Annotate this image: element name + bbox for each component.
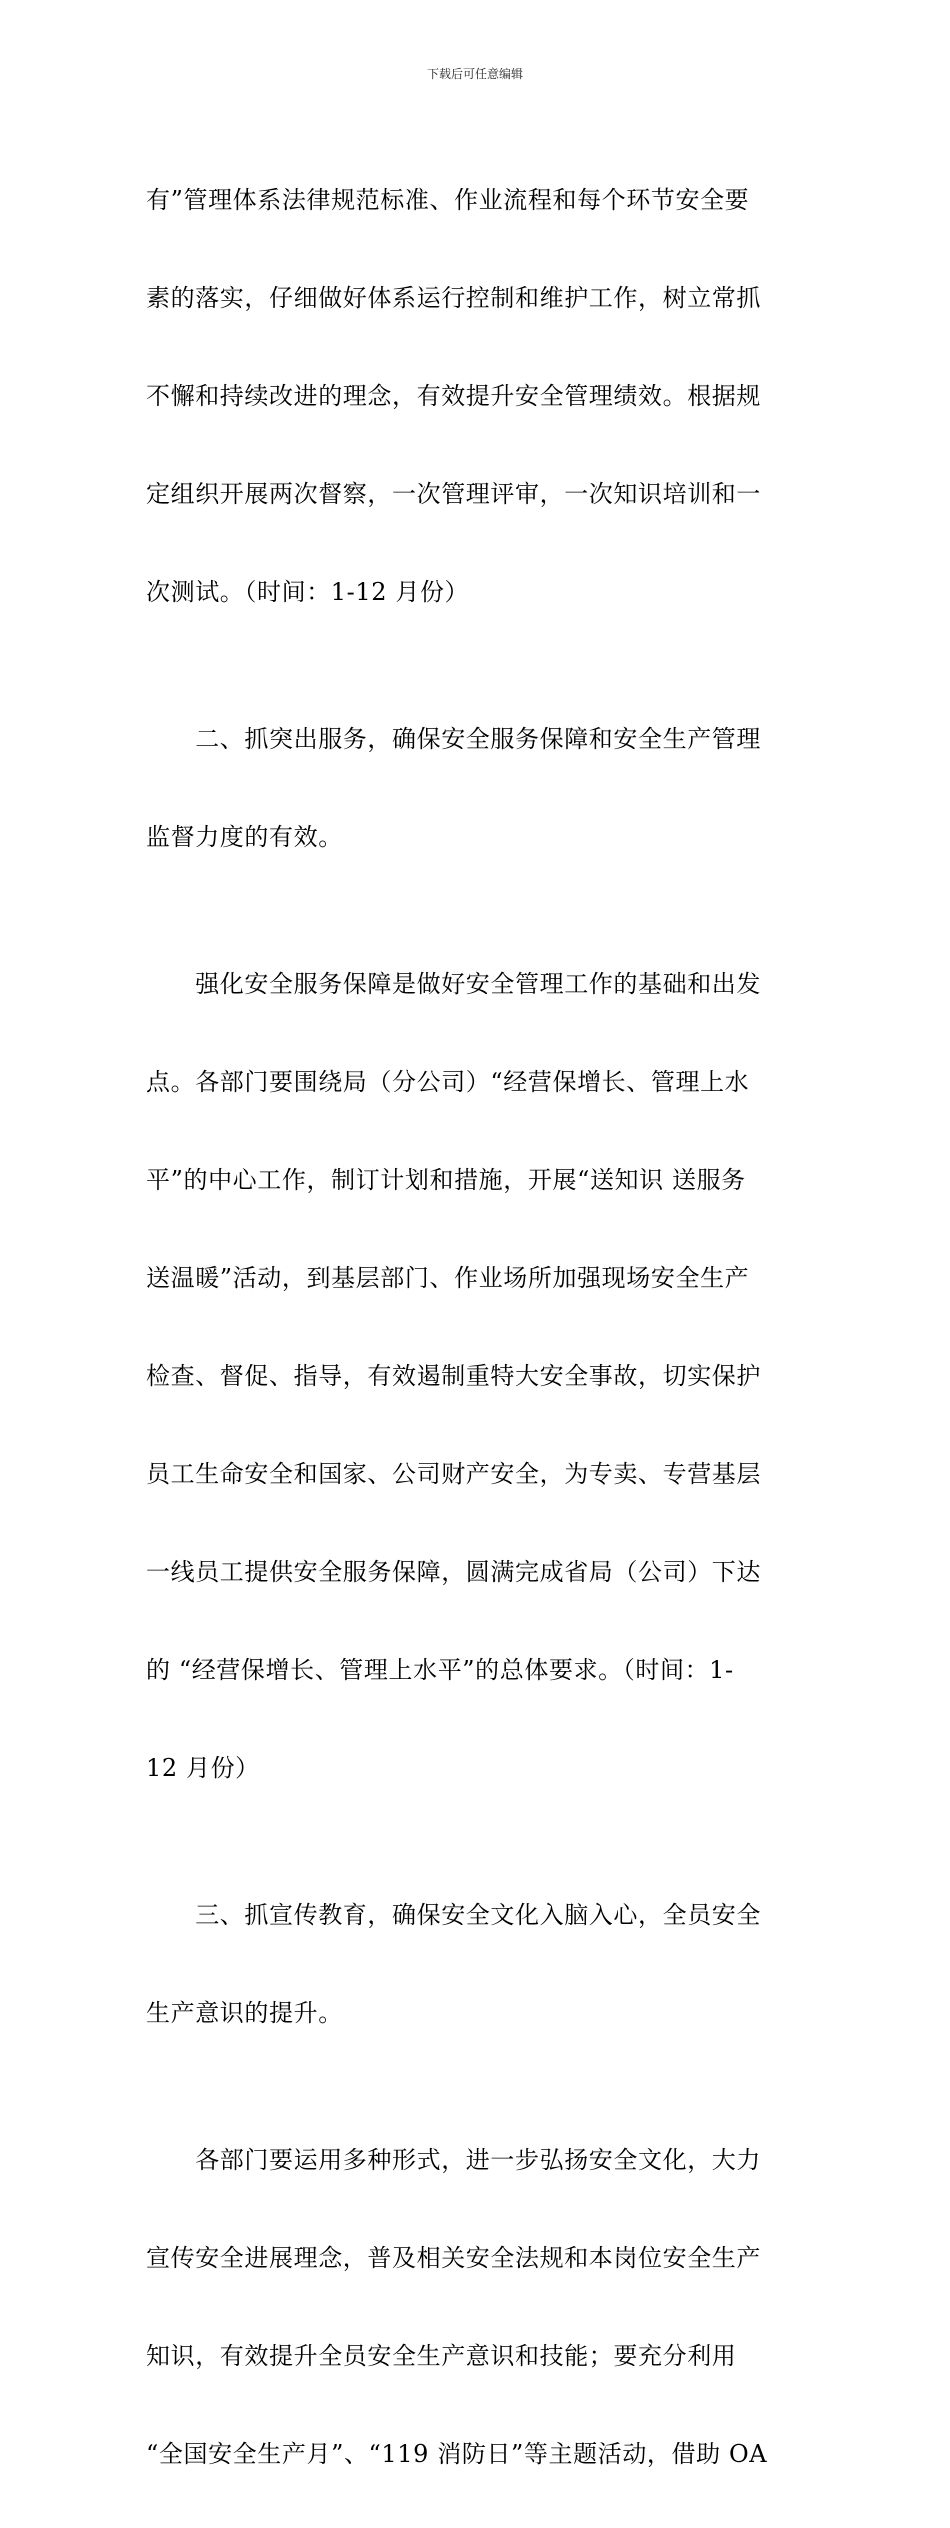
text-line: 检查、督促、指导，有效遏制重特大安全事故，切实保护 <box>146 1362 761 1390</box>
paragraph-3 <box>146 2087 810 2528</box>
text-line: 三、抓宣传教育，确保安全文化入脑入心，全员安全 <box>146 1901 761 1929</box>
document-body <box>146 127 810 2528</box>
text-line: 12 月份） <box>146 1754 260 1782</box>
paragraph-2 <box>146 911 810 1842</box>
text-line: 一线员工提供安全服务保障，圆满完成省局（公司）下达 <box>146 1558 761 1586</box>
text-line: 素的落实，仔细做好体系运行控制和维护工作，树立常抓 <box>146 284 761 312</box>
page-header: 下载后可任意编辑 <box>426 67 523 81</box>
text-line: 的 “经营保增长、管理上水平”的总体要求。（时间：1- <box>146 1656 734 1684</box>
text-line: 不懈和持续改进的理念，有效提升安全管理绩效。根据规 <box>146 382 761 410</box>
text-line: 二、抓突出服务，确保安全服务保障和安全生产管理 <box>146 725 761 753</box>
text-line: 送温暖”活动，到基层部门、作业场所加强现场安全生产 <box>146 1264 750 1292</box>
text-line: 有”管理体系法律规范标准、作业流程和每个环节安全要 <box>146 186 750 214</box>
text-line: 平”的中心工作，制订计划和措施，开展“送知识 送服务 <box>146 1166 746 1194</box>
text-line: 宣传安全进展理念，普及相关安全法规和本岗位安全生产 <box>146 2244 761 2272</box>
text-line: 次测试。（时间：1-12 月份） <box>146 578 470 606</box>
paragraph-1 <box>146 127 810 666</box>
text-line: 生产意识的提升。 <box>146 1999 343 2027</box>
text-line: 监督力度的有效。 <box>146 823 343 851</box>
text-line: 定组织开展两次督察，一次管理评审，一次知识培训和一 <box>146 480 761 508</box>
text-line: 知识，有效提升全员安全生产意识和技能；要充分利用 <box>146 2342 737 2370</box>
text-line: “全国安全生产月”、“119 消防日”等主题活动，借助 OA <box>146 2440 768 2468</box>
text-line: 员工生命安全和国家、公司财产安全，为专卖、专营基层 <box>146 1460 761 1488</box>
text-line: 点。各部门要围绕局（分公司）“经营保增长、管理上水 <box>146 1068 750 1096</box>
section-heading-3 <box>146 1842 810 2087</box>
section-heading-2 <box>146 666 810 911</box>
text-line: 强化安全服务保障是做好安全管理工作的基础和出发 <box>146 970 761 998</box>
text-line: 各部门要运用多种形式，进一步弘扬安全文化，大力 <box>146 2146 761 2174</box>
